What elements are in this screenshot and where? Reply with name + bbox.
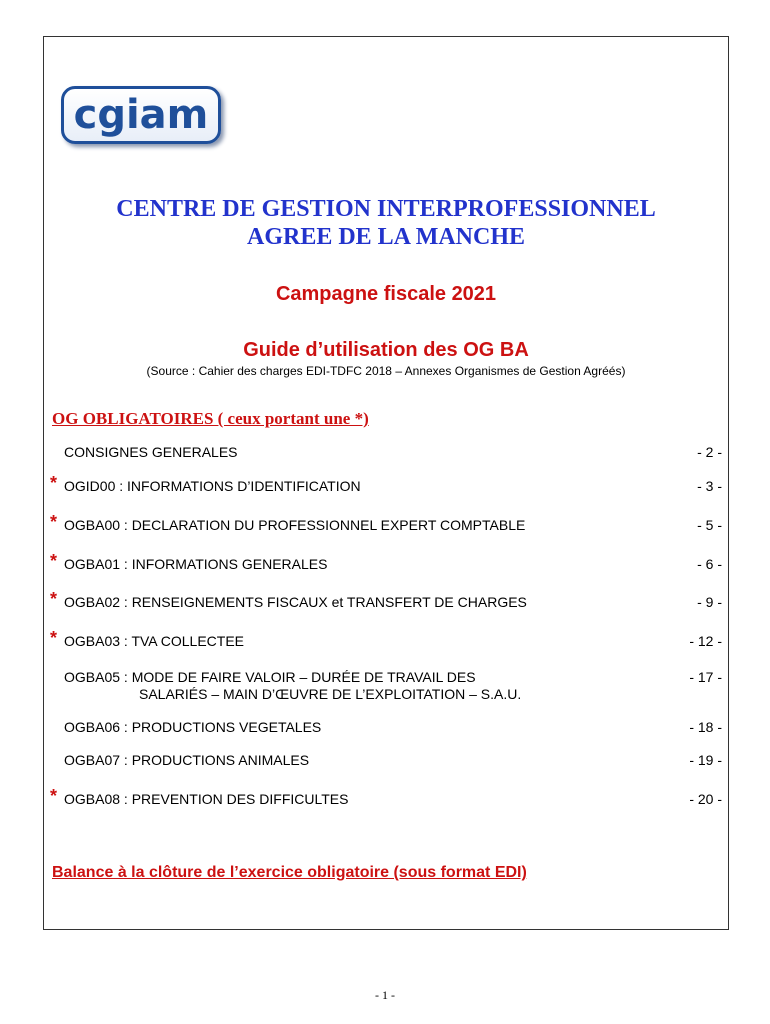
required-star: * bbox=[50, 628, 58, 648]
toc-page: - 3 - bbox=[697, 478, 722, 494]
toc-label: OGBA01 : INFORMATIONS GENERALES bbox=[64, 556, 328, 572]
toc-page: - 19 - bbox=[689, 752, 722, 768]
toc-label: OGBA05 : MODE DE FAIRE VALOIR – DURÉE DE TRAVAIL DES bbox=[64, 669, 476, 685]
toc-page: - 18 - bbox=[689, 719, 722, 735]
toc-label: OGBA07 : PRODUCTIONS ANIMALES bbox=[64, 752, 310, 768]
source-note: (Source : Cahier des charges EDI-TDFC 2018 – Annexes Organismes de Gestion Agréés) bbox=[146, 364, 626, 378]
toc-page: - 9 - bbox=[697, 594, 722, 610]
required-star: * bbox=[50, 551, 58, 571]
toc-label: OGID00 : INFORMATIONS D’IDENTIFICATION bbox=[64, 478, 361, 494]
toc-label: OGBA02 : RENSEIGNEMENTS FISCAUX et TRANSFERT DE CHARGES bbox=[64, 594, 527, 610]
required-star: * bbox=[50, 512, 58, 532]
logo-text: cgiam bbox=[73, 92, 209, 138]
toc-label: CONSIGNES GENERALES bbox=[64, 444, 238, 460]
toc-page: - 17 - bbox=[689, 669, 722, 685]
required-star: * bbox=[50, 589, 58, 609]
toc-page: - 20 - bbox=[689, 791, 722, 807]
toc-label: OGBA06 : PRODUCTIONS VEGETALES bbox=[64, 719, 322, 735]
title-line-1: CENTRE DE GESTION INTERPROFESSIONNEL bbox=[116, 196, 656, 222]
toc-label-continuation: SALARIÉS – MAIN D’ŒUVRE DE L’EXPLOITATION – S.A.U. bbox=[139, 686, 522, 702]
balance-note: Balance à la clôture de l’exercice obligatoire (sous format EDI) bbox=[52, 864, 527, 881]
toc-label: OGBA03 : TVA COLLECTEE bbox=[64, 633, 244, 649]
cgiam-logo bbox=[61, 86, 221, 144]
toc-label: OGBA08 : PREVENTION DES DIFFICULTES bbox=[64, 791, 349, 807]
page-number: - 1 - bbox=[375, 988, 395, 1002]
required-star: * bbox=[50, 786, 58, 806]
toc-page: - 5 - bbox=[697, 517, 722, 533]
toc-page: - 6 - bbox=[697, 556, 722, 572]
campaign-title: Campagne fiscale 2021 bbox=[275, 283, 497, 305]
title-line-2: AGREE DE LA MANCHE bbox=[246, 224, 526, 250]
guide-title: Guide d’utilisation des OG BA bbox=[243, 339, 529, 361]
toc-page: - 12 - bbox=[689, 633, 722, 649]
toc-page: - 2 - bbox=[697, 444, 722, 460]
og-heading: OG OBLIGATOIRES ( ceux portant une *) bbox=[52, 409, 369, 428]
required-star: * bbox=[50, 473, 58, 493]
toc-label: OGBA00 : DECLARATION DU PROFESSIONNEL EXPERT COMPTABLE bbox=[64, 517, 526, 533]
